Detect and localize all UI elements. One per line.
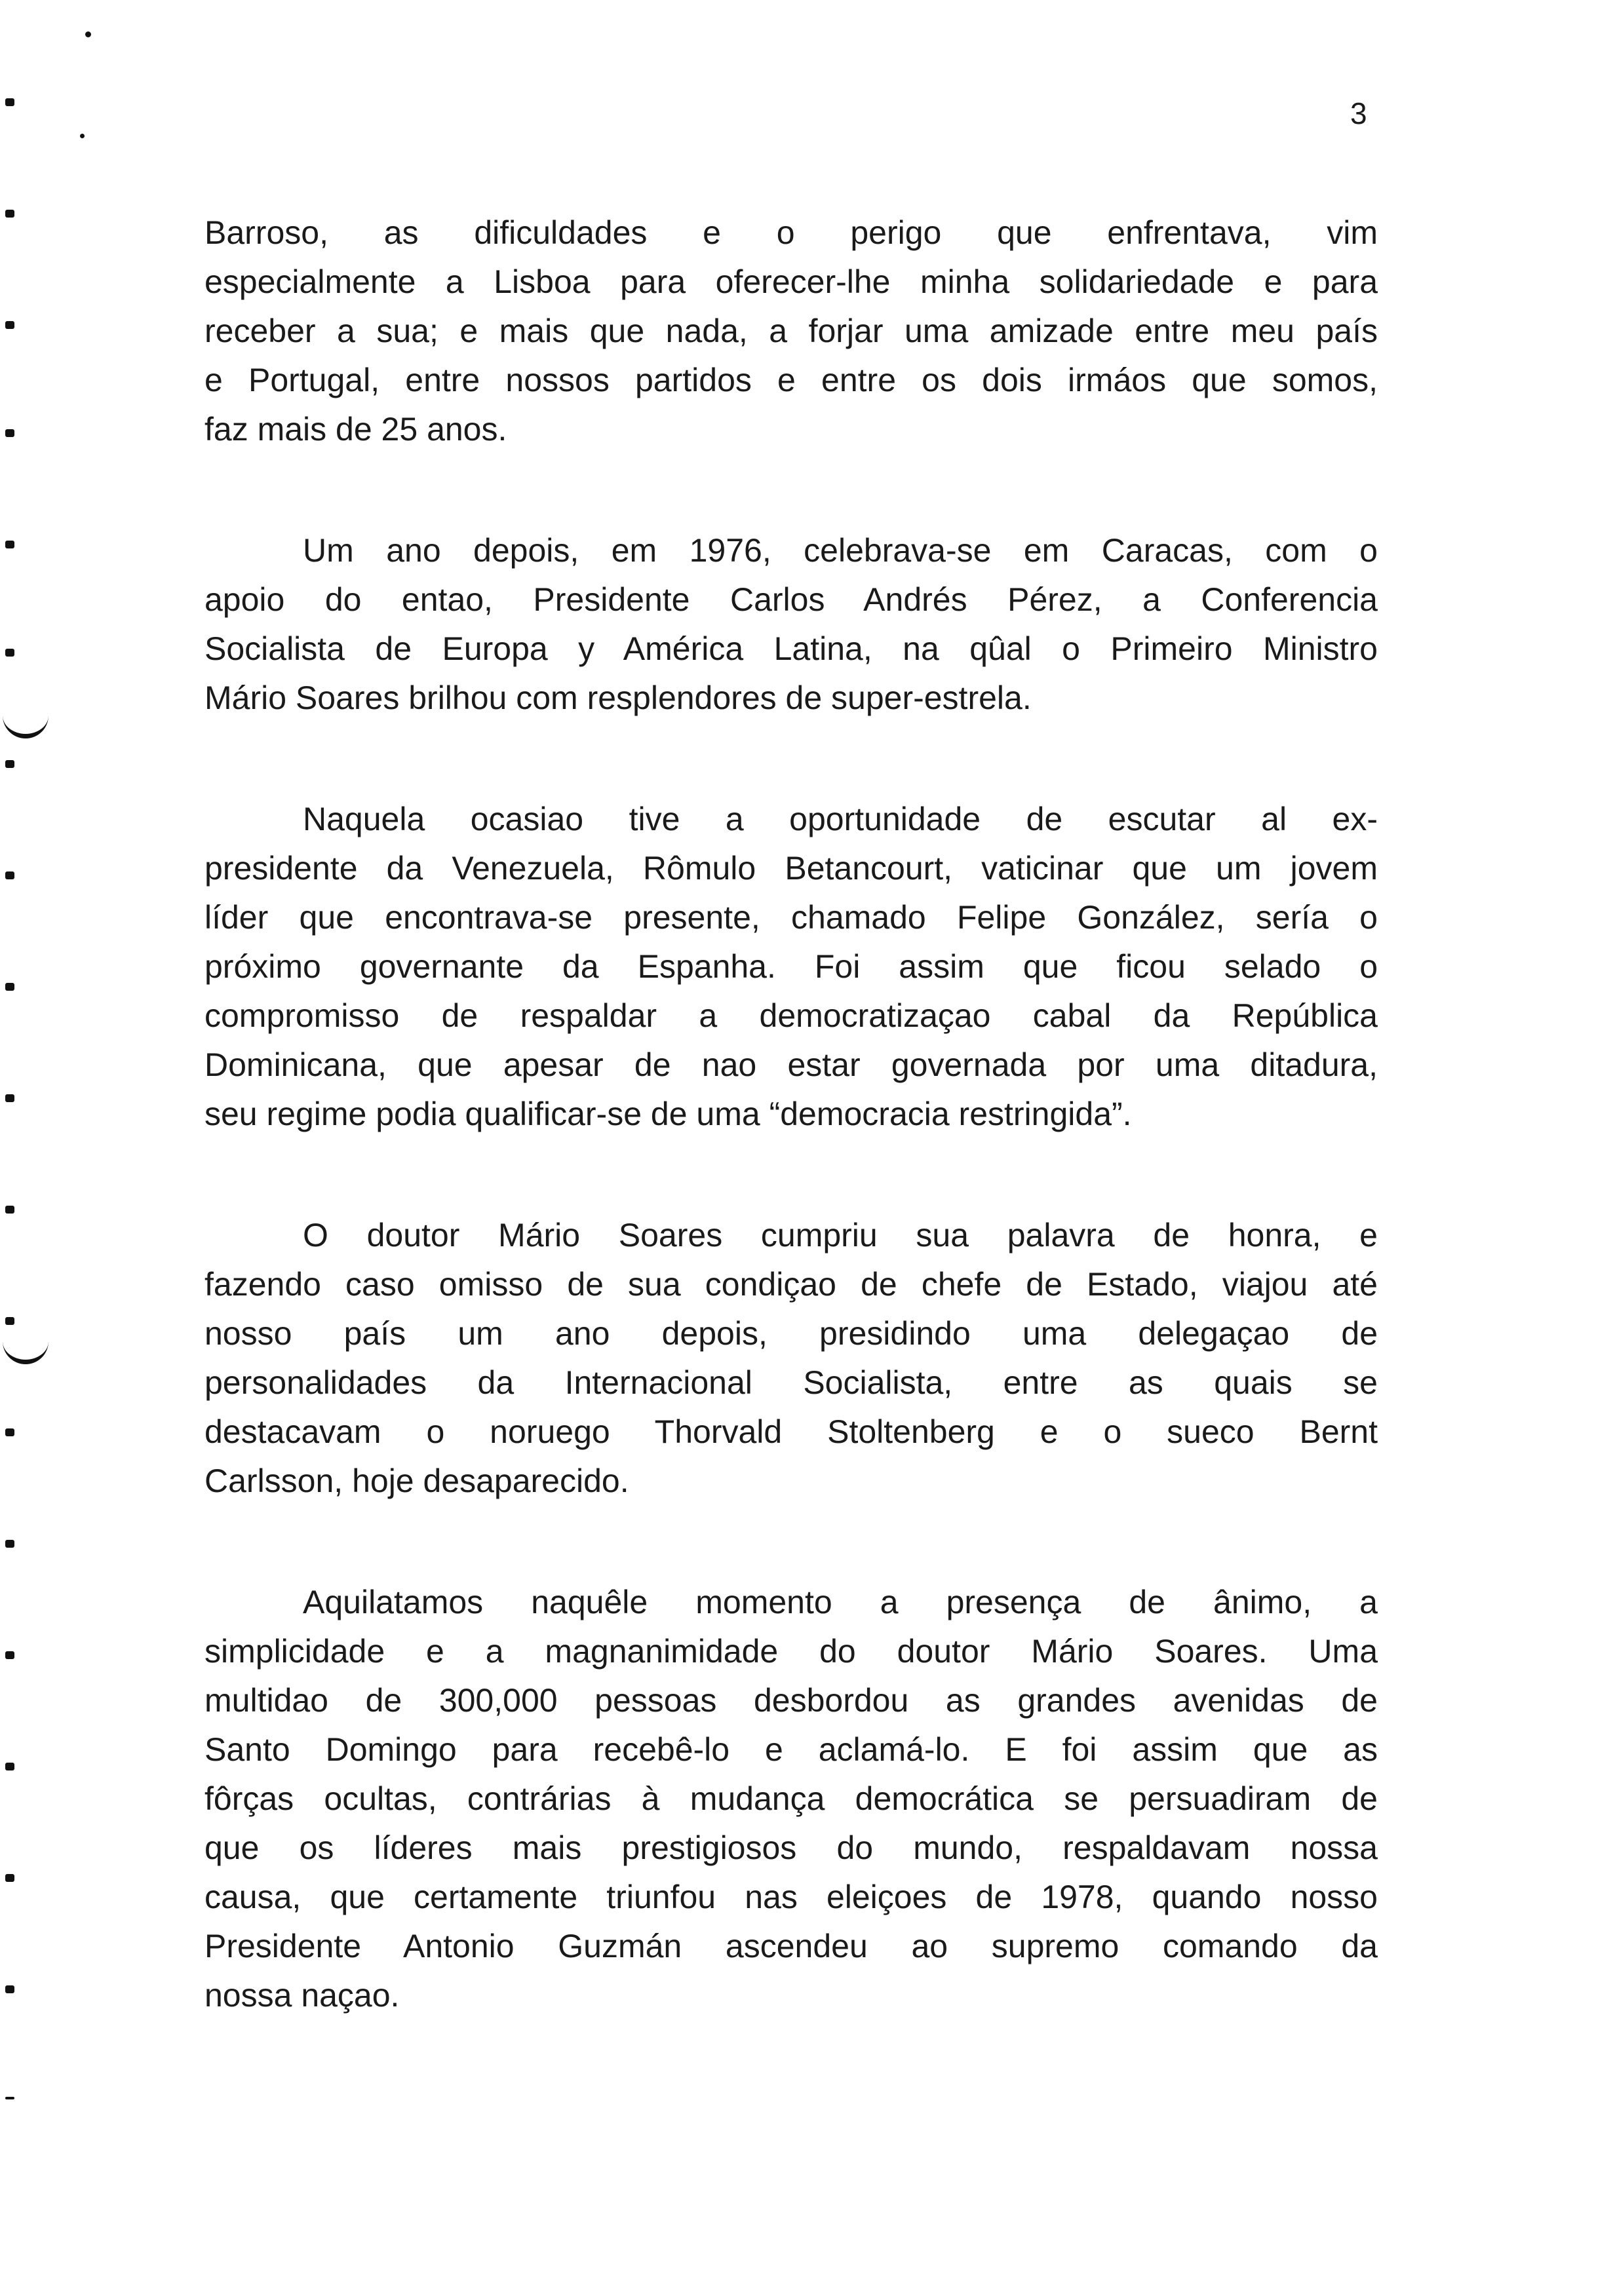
binder-mark: [5, 760, 14, 768]
page-number: 3: [1350, 96, 1367, 130]
text-line: multidao de 300,000 pessoas desbordou as grandes avenidas de: [204, 1682, 1378, 1719]
binder-mark: [5, 1540, 14, 1548]
text-line: fazendo caso omisso de sua condiçao de chefe de Estado, viajou até: [204, 1266, 1378, 1303]
binder-mark: [5, 1206, 14, 1214]
binder-mark: [5, 983, 14, 991]
text-line: Barroso, as dificuldades e o perigo que enfrentava, vim: [204, 214, 1378, 251]
text-line: O doutor Mário Soares cumpriu sua palavra de honra, e: [303, 1217, 1378, 1253]
text-line: Mário Soares brilhou com resplendores de super-estrela.: [204, 679, 1032, 716]
text-line: presidente da Venezuela, Rômulo Betancourt, vaticinar que um jovem: [204, 850, 1378, 887]
text-line: seu regime podia qualificar-se de uma “democracia restringida”.: [204, 1096, 1132, 1132]
binder-mark: [5, 1763, 14, 1770]
text-line: Carlsson, hoje desaparecido.: [204, 1463, 629, 1499]
text-line: causa, que certamente triunfou nas eleiçoes de 1978, quando nosso: [204, 1879, 1378, 1915]
text-line: especialmente a Lisboa para oferecer-lhe minha solidariedade e para: [204, 263, 1378, 300]
text-line: fôrças ocultas, contrárias à mudança democrática se persuadiram de: [204, 1780, 1378, 1817]
text-line: faz mais de 25 anos.: [204, 411, 507, 448]
text-line: Um ano depois, em 1976, celebrava-se em Caracas, com o: [303, 532, 1378, 569]
text-line: e Portugal, entre nossos partidos e entre os dois irmáos que somos,: [204, 362, 1378, 398]
text-line: apoio do entao, Presidente Carlos Andrés Pérez, a Conferencia: [204, 581, 1378, 618]
binder-mark: [5, 429, 14, 437]
binder-mark: [5, 649, 14, 657]
binder-mark: [5, 321, 14, 329]
text-line: Presidente Antonio Guzmán ascendeu ao supremo comando da: [204, 1928, 1378, 1964]
text-line: compromisso de respaldar a democratizaçao cabal da República: [204, 997, 1378, 1034]
paragraph: [204, 795, 1378, 1139]
text-line: próximo governante da Espanha. Foi assim que ficou selado o: [204, 948, 1378, 985]
binder-mark: [5, 1874, 14, 1882]
text-line: personalidades da Internacional Socialista, entre as quais se: [204, 1364, 1378, 1401]
binder-mark: [5, 1094, 14, 1102]
binder-curve: [3, 1340, 49, 1364]
text-line: Santo Domingo para recebê-lo e aclamá-lo. E foi assim que as: [204, 1731, 1378, 1768]
binder-mark: [5, 210, 14, 218]
scan-speck: [80, 134, 85, 138]
paragraph: [204, 526, 1378, 723]
binder-mark: [5, 1317, 14, 1325]
text-line: Naquela ocasiao tive a oportunidade de escutar al ex-: [303, 801, 1378, 837]
binder-mark: [5, 1651, 14, 1659]
paragraph: [204, 208, 1378, 454]
text-line: simplicidade e a magnanimidade do doutor Mário Soares. Uma: [204, 1633, 1378, 1670]
text-line: destacavam o noruego Thorvald Stoltenberg e o sueco Bernt: [204, 1413, 1378, 1450]
binder-mark: [5, 871, 14, 879]
binder-mark: [5, 98, 14, 106]
text-line: nossa naçao.: [204, 1977, 400, 2014]
text-line: nosso país um ano depois, presidindo uma delegaçao de: [204, 1315, 1378, 1352]
paragraph: [204, 1211, 1378, 1506]
binder-curve: [3, 714, 49, 738]
text-line: que os líderes mais prestigiosos do mundo, respaldavam nossa: [204, 1829, 1378, 1866]
binder-mark: [5, 2097, 14, 2099]
document-body: [204, 208, 1378, 2092]
text-line: Socialista de Europa y América Latina, na qûal o Primeiro Ministro: [204, 630, 1378, 667]
scan-speck: [85, 31, 91, 37]
binder-mark: [5, 1428, 14, 1436]
binder-mark: [5, 1985, 14, 1993]
binder-mark: [5, 541, 14, 548]
paragraph: [204, 1578, 1378, 2020]
text-line: receber a sua; e mais que nada, a forjar uma amizade entre meu país: [204, 313, 1378, 349]
text-line: líder que encontrava-se presente, chamado Felipe González, sería o: [204, 899, 1378, 936]
text-line: Aquilatamos naquêle momento a presença de ânimo, a: [303, 1584, 1378, 1620]
text-line: Dominicana, que apesar de nao estar governada por uma ditadura,: [204, 1046, 1378, 1083]
